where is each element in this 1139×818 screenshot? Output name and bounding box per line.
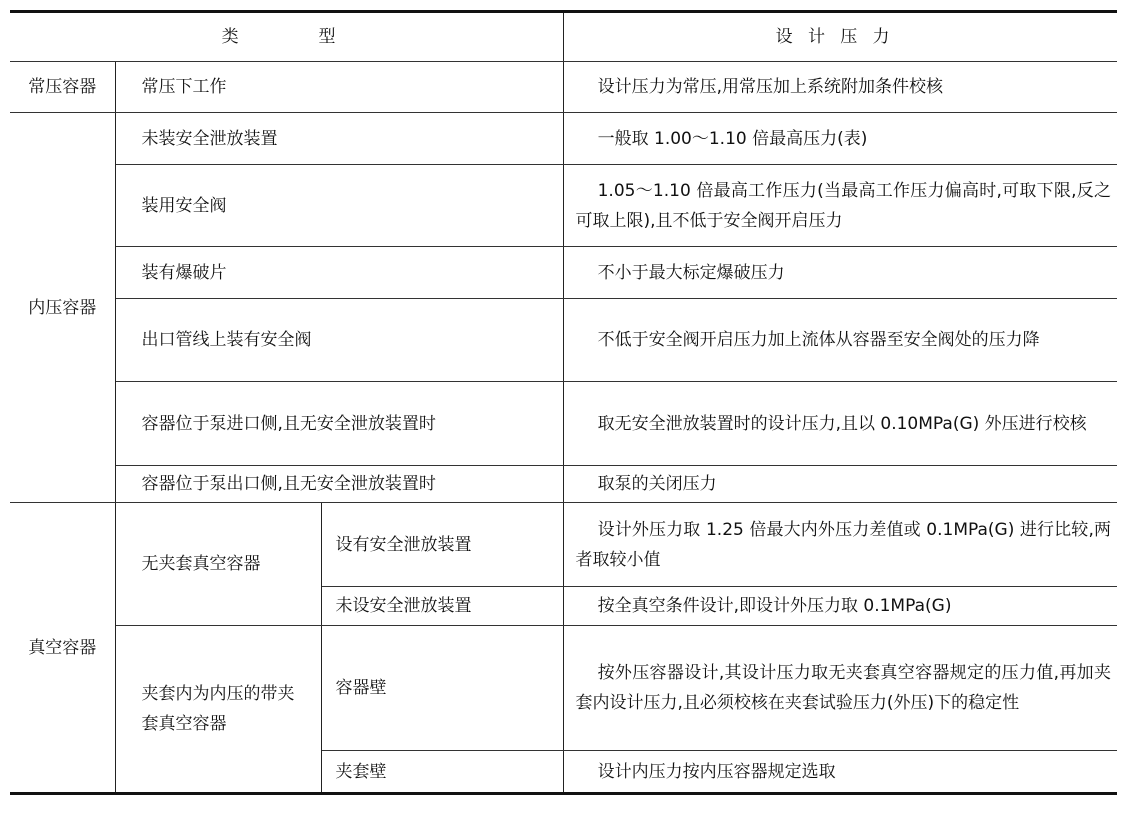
pressure-cell: 1.05～1.10 倍最高工作压力(当最高工作压力偏高时,可取下限,反之可取上限),且不低于安全阀开启压力 xyxy=(563,165,1117,247)
category-internal: 内压容器 xyxy=(10,113,115,503)
pressure-cell: 设计内压力按内压容器规定选取 xyxy=(563,751,1117,794)
table-row xyxy=(10,62,1117,113)
table-row xyxy=(10,503,1117,587)
table-row xyxy=(10,466,1117,503)
pressure-cell: 不低于安全阀开启压力加上流体从容器至安全阀处的压力降 xyxy=(563,299,1117,382)
table-row xyxy=(10,247,1117,299)
type-cell: 未装安全泄放装置 xyxy=(115,113,563,165)
type-cell: 设有安全泄放装置 xyxy=(321,503,563,587)
pressure-cell: 一般取 1.00～1.10 倍最高压力(表) xyxy=(563,113,1117,165)
design-pressure-table xyxy=(10,10,1117,795)
subcategory-jacketed: 夹套内为内压的带夹套真空容器 xyxy=(115,626,321,794)
pressure-cell: 不小于最大标定爆破压力 xyxy=(563,247,1117,299)
subcategory-no-jacket: 无夹套真空容器 xyxy=(115,503,321,626)
pressure-cell: 按外压容器设计,其设计压力取无夹套真空容器规定的压力值,再加夹套内设计压力,且必须校核在夹套试验压力(外压)下的稳定性 xyxy=(563,626,1117,751)
type-cell: 装用安全阀 xyxy=(115,165,563,247)
pressure-cell: 按全真空条件设计,即设计外压力取 0.1MPa(G) xyxy=(563,587,1117,626)
type-cell: 装有爆破片 xyxy=(115,247,563,299)
type-cell: 容器位于泵进口侧,且无安全泄放装置时 xyxy=(115,382,563,466)
type-cell: 夹套壁 xyxy=(321,751,563,794)
table-row xyxy=(10,382,1117,466)
table-row xyxy=(10,165,1117,247)
type-cell: 常压下工作 xyxy=(115,62,563,113)
type-cell: 容器位于泵出口侧,且无安全泄放装置时 xyxy=(115,466,563,503)
table-row xyxy=(10,113,1117,165)
pressure-cell: 设计外压力取 1.25 倍最大内外压力差值或 0.1MPa(G) 进行比较,两者取较小值 xyxy=(563,503,1117,587)
type-cell: 容器壁 xyxy=(321,626,563,751)
header-type: 类 型 xyxy=(10,12,563,62)
table-row xyxy=(10,626,1117,751)
type-cell: 未设安全泄放装置 xyxy=(321,587,563,626)
pressure-cell: 取无安全泄放装置时的设计压力,且以 0.10MPa(G) 外压进行校核 xyxy=(563,382,1117,466)
table-row xyxy=(10,299,1117,382)
header-design-pressure: 设计压力 xyxy=(563,12,1117,62)
type-cell: 出口管线上装有安全阀 xyxy=(115,299,563,382)
pressure-cell: 设计压力为常压,用常压加上系统附加条件校核 xyxy=(563,62,1117,113)
category-atmospheric: 常压容器 xyxy=(10,62,115,113)
pressure-cell: 取泵的关闭压力 xyxy=(563,466,1117,503)
header-row xyxy=(10,12,1117,62)
category-vacuum: 真空容器 xyxy=(10,503,115,794)
